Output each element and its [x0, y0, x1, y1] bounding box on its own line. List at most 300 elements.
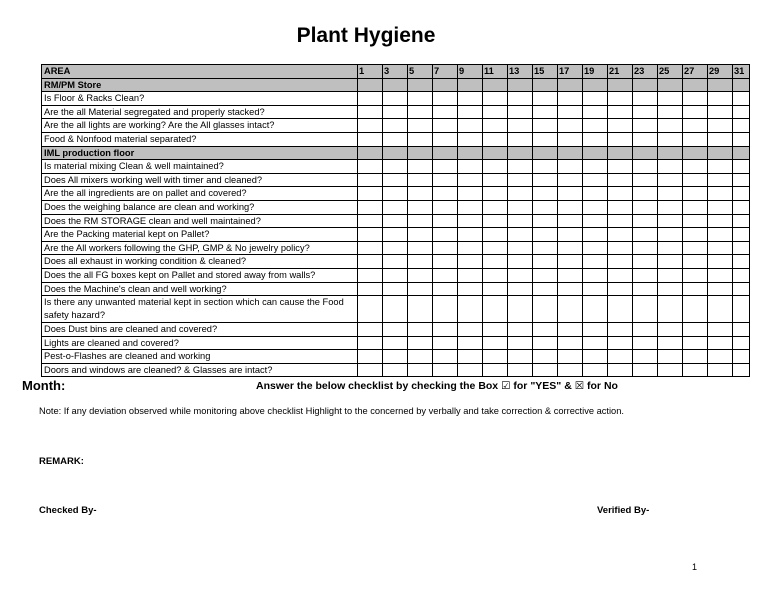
- check-cell[interactable]: [558, 200, 583, 214]
- check-cell[interactable]: [608, 255, 633, 269]
- check-cell[interactable]: [483, 173, 508, 187]
- check-cell[interactable]: [558, 160, 583, 174]
- check-cell[interactable]: [533, 92, 558, 106]
- check-cell[interactable]: [633, 268, 658, 282]
- check-cell[interactable]: [408, 296, 433, 323]
- check-cell[interactable]: [358, 200, 383, 214]
- check-cell[interactable]: [358, 363, 383, 377]
- check-cell[interactable]: [608, 214, 633, 228]
- check-cell[interactable]: [633, 160, 658, 174]
- check-cell[interactable]: [733, 173, 750, 187]
- check-cell[interactable]: [633, 282, 658, 296]
- check-cell[interactable]: [433, 132, 458, 146]
- check-cell[interactable]: [683, 350, 708, 364]
- check-cell[interactable]: [533, 350, 558, 364]
- check-cell[interactable]: [508, 268, 533, 282]
- check-cell[interactable]: [458, 173, 483, 187]
- check-cell[interactable]: [683, 214, 708, 228]
- check-cell[interactable]: [683, 268, 708, 282]
- check-cell[interactable]: [508, 241, 533, 255]
- check-cell[interactable]: [408, 214, 433, 228]
- check-cell[interactable]: [358, 350, 383, 364]
- check-cell[interactable]: [708, 268, 733, 282]
- check-cell[interactable]: [408, 363, 433, 377]
- check-cell[interactable]: [608, 187, 633, 201]
- check-cell[interactable]: [708, 228, 733, 242]
- check-cell[interactable]: [583, 336, 608, 350]
- check-cell[interactable]: [358, 214, 383, 228]
- check-cell[interactable]: [358, 268, 383, 282]
- check-cell[interactable]: [708, 296, 733, 323]
- check-cell[interactable]: [608, 323, 633, 337]
- check-cell[interactable]: [383, 363, 408, 377]
- check-cell[interactable]: [558, 132, 583, 146]
- check-cell[interactable]: [633, 132, 658, 146]
- check-cell[interactable]: [358, 132, 383, 146]
- check-cell[interactable]: [708, 350, 733, 364]
- check-cell[interactable]: [583, 241, 608, 255]
- check-cell[interactable]: [458, 92, 483, 106]
- check-cell[interactable]: [683, 105, 708, 119]
- check-cell[interactable]: [533, 105, 558, 119]
- check-cell[interactable]: [533, 228, 558, 242]
- check-cell[interactable]: [383, 241, 408, 255]
- check-cell[interactable]: [533, 282, 558, 296]
- check-cell[interactable]: [508, 173, 533, 187]
- check-cell[interactable]: [383, 268, 408, 282]
- check-cell[interactable]: [658, 200, 683, 214]
- check-cell[interactable]: [458, 336, 483, 350]
- check-cell[interactable]: [658, 255, 683, 269]
- check-cell[interactable]: [383, 282, 408, 296]
- check-cell[interactable]: [658, 296, 683, 323]
- check-cell[interactable]: [633, 241, 658, 255]
- check-cell[interactable]: [358, 92, 383, 106]
- check-cell[interactable]: [433, 296, 458, 323]
- check-cell[interactable]: [633, 228, 658, 242]
- check-cell[interactable]: [558, 323, 583, 337]
- check-cell[interactable]: [533, 200, 558, 214]
- check-cell[interactable]: [483, 92, 508, 106]
- check-cell[interactable]: [383, 350, 408, 364]
- check-cell[interactable]: [508, 350, 533, 364]
- check-cell[interactable]: [558, 255, 583, 269]
- check-cell[interactable]: [583, 105, 608, 119]
- check-cell[interactable]: [583, 132, 608, 146]
- check-cell[interactable]: [533, 173, 558, 187]
- check-cell[interactable]: [708, 214, 733, 228]
- check-cell[interactable]: [658, 323, 683, 337]
- check-cell[interactable]: [558, 92, 583, 106]
- check-cell[interactable]: [458, 350, 483, 364]
- check-cell[interactable]: [533, 160, 558, 174]
- check-cell[interactable]: [558, 105, 583, 119]
- check-cell[interactable]: [633, 200, 658, 214]
- check-cell[interactable]: [733, 214, 750, 228]
- check-cell[interactable]: [433, 268, 458, 282]
- check-cell[interactable]: [658, 363, 683, 377]
- check-cell[interactable]: [708, 282, 733, 296]
- check-cell[interactable]: [433, 105, 458, 119]
- check-cell[interactable]: [383, 200, 408, 214]
- check-cell[interactable]: [708, 241, 733, 255]
- check-cell[interactable]: [533, 187, 558, 201]
- check-cell[interactable]: [358, 255, 383, 269]
- check-cell[interactable]: [458, 214, 483, 228]
- check-cell[interactable]: [483, 336, 508, 350]
- check-cell[interactable]: [558, 187, 583, 201]
- check-cell[interactable]: [483, 105, 508, 119]
- check-cell[interactable]: [658, 350, 683, 364]
- check-cell[interactable]: [483, 282, 508, 296]
- check-cell[interactable]: [583, 363, 608, 377]
- check-cell[interactable]: [433, 200, 458, 214]
- check-cell[interactable]: [483, 363, 508, 377]
- check-cell[interactable]: [583, 350, 608, 364]
- check-cell[interactable]: [383, 255, 408, 269]
- check-cell[interactable]: [683, 173, 708, 187]
- check-cell[interactable]: [733, 160, 750, 174]
- check-cell[interactable]: [733, 296, 750, 323]
- check-cell[interactable]: [433, 323, 458, 337]
- check-cell[interactable]: [633, 255, 658, 269]
- check-cell[interactable]: [508, 214, 533, 228]
- check-cell[interactable]: [383, 92, 408, 106]
- check-cell[interactable]: [433, 173, 458, 187]
- check-cell[interactable]: [508, 200, 533, 214]
- check-cell[interactable]: [708, 200, 733, 214]
- check-cell[interactable]: [733, 119, 750, 133]
- check-cell[interactable]: [733, 92, 750, 106]
- check-cell[interactable]: [683, 363, 708, 377]
- check-cell[interactable]: [358, 323, 383, 337]
- check-cell[interactable]: [733, 132, 750, 146]
- check-cell[interactable]: [708, 336, 733, 350]
- check-cell[interactable]: [658, 241, 683, 255]
- check-cell[interactable]: [383, 105, 408, 119]
- check-cell[interactable]: [683, 296, 708, 323]
- check-cell[interactable]: [358, 241, 383, 255]
- check-cell[interactable]: [508, 160, 533, 174]
- check-cell[interactable]: [508, 187, 533, 201]
- check-cell[interactable]: [608, 105, 633, 119]
- check-cell[interactable]: [733, 282, 750, 296]
- check-cell[interactable]: [433, 241, 458, 255]
- check-cell[interactable]: [708, 255, 733, 269]
- check-cell[interactable]: [733, 363, 750, 377]
- check-cell[interactable]: [708, 187, 733, 201]
- check-cell[interactable]: [583, 200, 608, 214]
- check-cell[interactable]: [483, 187, 508, 201]
- check-cell[interactable]: [483, 323, 508, 337]
- check-cell[interactable]: [533, 363, 558, 377]
- check-cell[interactable]: [683, 336, 708, 350]
- check-cell[interactable]: [633, 336, 658, 350]
- check-cell[interactable]: [708, 105, 733, 119]
- check-cell[interactable]: [733, 187, 750, 201]
- check-cell[interactable]: [658, 92, 683, 106]
- check-cell[interactable]: [458, 187, 483, 201]
- check-cell[interactable]: [658, 119, 683, 133]
- check-cell[interactable]: [583, 160, 608, 174]
- check-cell[interactable]: [583, 255, 608, 269]
- check-cell[interactable]: [383, 119, 408, 133]
- check-cell[interactable]: [383, 228, 408, 242]
- check-cell[interactable]: [708, 323, 733, 337]
- check-cell[interactable]: [383, 336, 408, 350]
- check-cell[interactable]: [608, 363, 633, 377]
- check-cell[interactable]: [383, 132, 408, 146]
- check-cell[interactable]: [708, 363, 733, 377]
- check-cell[interactable]: [408, 350, 433, 364]
- check-cell[interactable]: [558, 214, 583, 228]
- check-cell[interactable]: [508, 119, 533, 133]
- check-cell[interactable]: [708, 160, 733, 174]
- check-cell[interactable]: [658, 187, 683, 201]
- check-cell[interactable]: [408, 119, 433, 133]
- check-cell[interactable]: [483, 296, 508, 323]
- check-cell[interactable]: [733, 323, 750, 337]
- check-cell[interactable]: [608, 350, 633, 364]
- check-cell[interactable]: [633, 173, 658, 187]
- check-cell[interactable]: [658, 173, 683, 187]
- check-cell[interactable]: [358, 160, 383, 174]
- check-cell[interactable]: [533, 255, 558, 269]
- check-cell[interactable]: [558, 350, 583, 364]
- check-cell[interactable]: [358, 228, 383, 242]
- check-cell[interactable]: [483, 268, 508, 282]
- check-cell[interactable]: [383, 160, 408, 174]
- check-cell[interactable]: [658, 214, 683, 228]
- check-cell[interactable]: [408, 323, 433, 337]
- check-cell[interactable]: [583, 92, 608, 106]
- check-cell[interactable]: [733, 241, 750, 255]
- check-cell[interactable]: [583, 323, 608, 337]
- check-cell[interactable]: [608, 336, 633, 350]
- check-cell[interactable]: [433, 160, 458, 174]
- check-cell[interactable]: [633, 92, 658, 106]
- check-cell[interactable]: [358, 173, 383, 187]
- check-cell[interactable]: [408, 336, 433, 350]
- check-cell[interactable]: [558, 228, 583, 242]
- check-cell[interactable]: [408, 255, 433, 269]
- check-cell[interactable]: [408, 187, 433, 201]
- check-cell[interactable]: [358, 187, 383, 201]
- check-cell[interactable]: [408, 228, 433, 242]
- check-cell[interactable]: [408, 282, 433, 296]
- check-cell[interactable]: [733, 200, 750, 214]
- check-cell[interactable]: [608, 228, 633, 242]
- check-cell[interactable]: [358, 105, 383, 119]
- check-cell[interactable]: [558, 282, 583, 296]
- check-cell[interactable]: [458, 363, 483, 377]
- check-cell[interactable]: [358, 336, 383, 350]
- check-cell[interactable]: [508, 228, 533, 242]
- check-cell[interactable]: [458, 255, 483, 269]
- check-cell[interactable]: [558, 296, 583, 323]
- check-cell[interactable]: [708, 173, 733, 187]
- check-cell[interactable]: [608, 200, 633, 214]
- check-cell[interactable]: [458, 105, 483, 119]
- check-cell[interactable]: [358, 119, 383, 133]
- check-cell[interactable]: [733, 336, 750, 350]
- check-cell[interactable]: [633, 323, 658, 337]
- check-cell[interactable]: [508, 363, 533, 377]
- check-cell[interactable]: [433, 92, 458, 106]
- check-cell[interactable]: [408, 268, 433, 282]
- check-cell[interactable]: [608, 92, 633, 106]
- check-cell[interactable]: [433, 187, 458, 201]
- check-cell[interactable]: [558, 363, 583, 377]
- check-cell[interactable]: [458, 132, 483, 146]
- check-cell[interactable]: [383, 323, 408, 337]
- check-cell[interactable]: [408, 241, 433, 255]
- check-cell[interactable]: [733, 268, 750, 282]
- check-cell[interactable]: [483, 350, 508, 364]
- check-cell[interactable]: [558, 173, 583, 187]
- check-cell[interactable]: [533, 241, 558, 255]
- check-cell[interactable]: [608, 241, 633, 255]
- check-cell[interactable]: [658, 282, 683, 296]
- check-cell[interactable]: [558, 336, 583, 350]
- check-cell[interactable]: [433, 228, 458, 242]
- check-cell[interactable]: [633, 105, 658, 119]
- check-cell[interactable]: [708, 92, 733, 106]
- check-cell[interactable]: [408, 105, 433, 119]
- check-cell[interactable]: [633, 187, 658, 201]
- check-cell[interactable]: [683, 255, 708, 269]
- check-cell[interactable]: [533, 296, 558, 323]
- check-cell[interactable]: [608, 119, 633, 133]
- check-cell[interactable]: [483, 214, 508, 228]
- check-cell[interactable]: [533, 323, 558, 337]
- check-cell[interactable]: [633, 296, 658, 323]
- check-cell[interactable]: [508, 255, 533, 269]
- check-cell[interactable]: [683, 160, 708, 174]
- check-cell[interactable]: [708, 119, 733, 133]
- check-cell[interactable]: [658, 228, 683, 242]
- check-cell[interactable]: [458, 200, 483, 214]
- check-cell[interactable]: [483, 132, 508, 146]
- check-cell[interactable]: [533, 268, 558, 282]
- check-cell[interactable]: [433, 255, 458, 269]
- check-cell[interactable]: [458, 323, 483, 337]
- check-cell[interactable]: [658, 105, 683, 119]
- check-cell[interactable]: [608, 296, 633, 323]
- check-cell[interactable]: [658, 160, 683, 174]
- check-cell[interactable]: [683, 241, 708, 255]
- check-cell[interactable]: [633, 119, 658, 133]
- check-cell[interactable]: [608, 160, 633, 174]
- check-cell[interactable]: [483, 200, 508, 214]
- check-cell[interactable]: [558, 119, 583, 133]
- check-cell[interactable]: [583, 173, 608, 187]
- check-cell[interactable]: [433, 214, 458, 228]
- check-cell[interactable]: [483, 160, 508, 174]
- check-cell[interactable]: [683, 119, 708, 133]
- check-cell[interactable]: [408, 132, 433, 146]
- check-cell[interactable]: [458, 160, 483, 174]
- check-cell[interactable]: [458, 228, 483, 242]
- check-cell[interactable]: [733, 105, 750, 119]
- check-cell[interactable]: [633, 350, 658, 364]
- check-cell[interactable]: [608, 282, 633, 296]
- check-cell[interactable]: [408, 92, 433, 106]
- check-cell[interactable]: [508, 282, 533, 296]
- check-cell[interactable]: [583, 214, 608, 228]
- check-cell[interactable]: [683, 228, 708, 242]
- check-cell[interactable]: [708, 132, 733, 146]
- check-cell[interactable]: [533, 214, 558, 228]
- check-cell[interactable]: [583, 119, 608, 133]
- check-cell[interactable]: [658, 268, 683, 282]
- check-cell[interactable]: [508, 336, 533, 350]
- check-cell[interactable]: [633, 363, 658, 377]
- check-cell[interactable]: [458, 282, 483, 296]
- check-cell[interactable]: [408, 200, 433, 214]
- check-cell[interactable]: [733, 228, 750, 242]
- check-cell[interactable]: [583, 187, 608, 201]
- check-cell[interactable]: [658, 132, 683, 146]
- check-cell[interactable]: [533, 336, 558, 350]
- check-cell[interactable]: [483, 255, 508, 269]
- check-cell[interactable]: [608, 268, 633, 282]
- check-cell[interactable]: [508, 92, 533, 106]
- check-cell[interactable]: [483, 228, 508, 242]
- check-cell[interactable]: [433, 282, 458, 296]
- check-cell[interactable]: [683, 200, 708, 214]
- check-cell[interactable]: [683, 187, 708, 201]
- check-cell[interactable]: [608, 132, 633, 146]
- check-cell[interactable]: [733, 255, 750, 269]
- check-cell[interactable]: [458, 119, 483, 133]
- check-cell[interactable]: [458, 296, 483, 323]
- check-cell[interactable]: [733, 350, 750, 364]
- check-cell[interactable]: [458, 268, 483, 282]
- check-cell[interactable]: [433, 336, 458, 350]
- check-cell[interactable]: [558, 268, 583, 282]
- check-cell[interactable]: [433, 119, 458, 133]
- check-cell[interactable]: [383, 214, 408, 228]
- check-cell[interactable]: [358, 296, 383, 323]
- check-cell[interactable]: [683, 132, 708, 146]
- check-cell[interactable]: [383, 187, 408, 201]
- check-cell[interactable]: [633, 214, 658, 228]
- check-cell[interactable]: [433, 350, 458, 364]
- check-cell[interactable]: [383, 173, 408, 187]
- check-cell[interactable]: [558, 241, 583, 255]
- check-cell[interactable]: [483, 241, 508, 255]
- check-cell[interactable]: [508, 132, 533, 146]
- check-cell[interactable]: [358, 282, 383, 296]
- check-cell[interactable]: [683, 282, 708, 296]
- check-cell[interactable]: [533, 119, 558, 133]
- check-cell[interactable]: [508, 323, 533, 337]
- check-cell[interactable]: [583, 296, 608, 323]
- check-cell[interactable]: [658, 336, 683, 350]
- check-cell[interactable]: [458, 241, 483, 255]
- check-cell[interactable]: [683, 92, 708, 106]
- check-cell[interactable]: [583, 268, 608, 282]
- check-cell[interactable]: [408, 173, 433, 187]
- check-cell[interactable]: [508, 296, 533, 323]
- check-cell[interactable]: [683, 323, 708, 337]
- check-cell[interactable]: [508, 105, 533, 119]
- check-cell[interactable]: [608, 173, 633, 187]
- check-cell[interactable]: [408, 160, 433, 174]
- check-cell[interactable]: [533, 132, 558, 146]
- check-cell[interactable]: [383, 296, 408, 323]
